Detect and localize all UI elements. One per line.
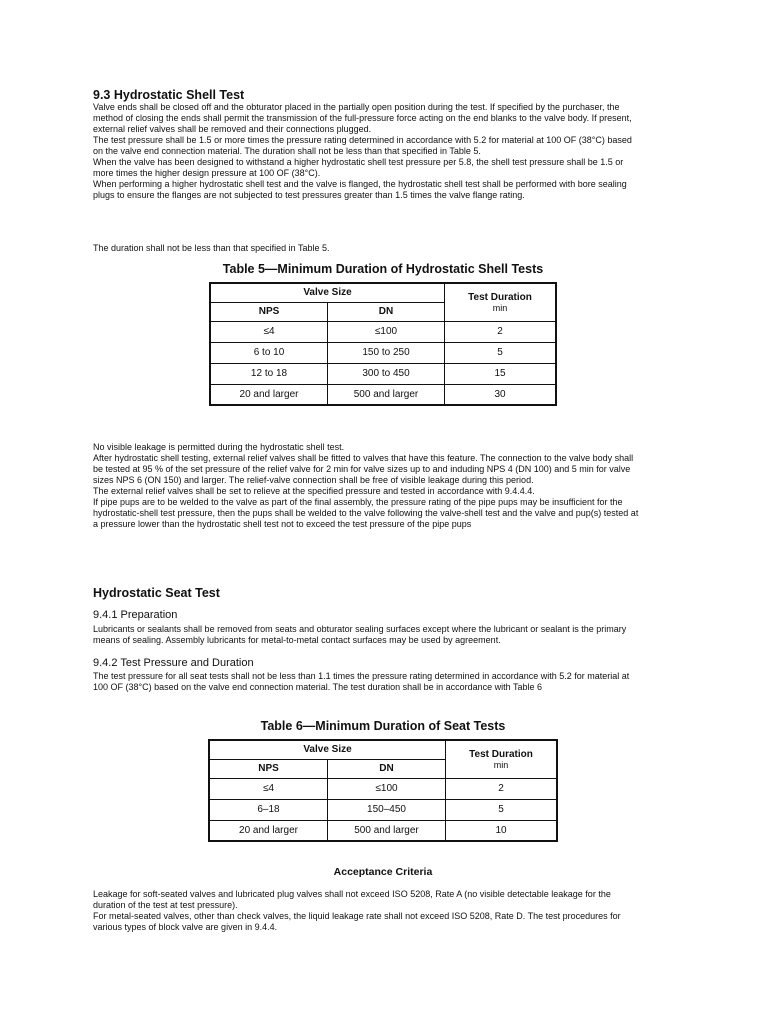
acceptance-body [93, 889, 638, 933]
table6-caption: Table 6—Minimum Duration of Seat Tests [260, 719, 506, 733]
table-cell: ≤4 [210, 321, 328, 342]
table-cell: ≤100 [328, 778, 446, 799]
table6-header-nps: NPS [209, 759, 328, 778]
table5-header-duration [445, 283, 557, 321]
table5 [209, 282, 557, 406]
table-cell: 20 and larger [209, 820, 328, 841]
table5-header-nps: NPS [210, 302, 328, 321]
table-cell: 10 [446, 820, 558, 841]
paragraph: Valve ends shall be closed off and the obturator placed in the partially open position during the test. If specified by the purchaser, the method of closing the ends shall permit the transmission of the full-pressure force acting on the end blanks to the valve body. If present, external relief valves shall be removed and their connections plugged. [93, 102, 632, 134]
table-cell: ≤4 [209, 778, 328, 799]
paragraph: When performing a higher hydrostatic shell test and the valve is flanged, the hydrostatic shell test shall be performed with bore sealing plugs to ensure the flanges are not subjected to test pressures greater than 1.5 times the valve flange rating. [93, 179, 627, 200]
table6-header-dn: DN [328, 759, 446, 778]
seat-test-title: Hydrostatic Seat Test [93, 586, 220, 600]
paragraph: When the valve has been designed to withstand a higher hydrostatic shell test pressure per 5.8, the shell test pressure shall be 1.5 or more times the higher design pressure at 100 OF (38°C). [93, 157, 624, 178]
paragraph: No visible leakage is permitted during the hydrostatic shell test. [93, 442, 345, 452]
table-cell: 500 and larger [328, 820, 446, 841]
paragraph: The external relief valves shall be set to relieve at the specified pressure and tested in accordance with 9.4.4.4. [93, 486, 535, 496]
table-cell: 150 to 250 [328, 342, 445, 363]
section-9-3-title: 9.3 Hydrostatic Shell Test [93, 88, 245, 102]
pressure-duration-title: 9.4.2 Test Pressure and Duration [93, 657, 254, 669]
table-cell: 300 to 450 [328, 363, 445, 384]
table5-header-valve-size: Valve Size [210, 283, 445, 302]
paragraph: If pipe pups are to be welded to the valve as part of the final assembly, the pressure rating of the pipe pups may be insufficient for the hydrostatic-shell test pressure, then the pups shall be welded to the valve following the valve-shell test and the valve and pup(s) tested at a pressure lower than the hydrostatic shell test not to exceed the test pressure of the pipe pups [93, 497, 639, 529]
table-cell: 500 and larger [328, 384, 445, 405]
paragraph: Leakage for soft-seated valves and lubricated plug valves shall not exceed ISO 5208, Rate A (no visible detectable leakage for the duration of the test at test pressure). [93, 889, 611, 910]
table6-header-valve-size: Valve Size [209, 740, 446, 759]
paragraph: For metal-seated valves, other than check valves, the liquid leakage rate shall not exceed ISO 5208, Rate D. The test procedures for various types of block valve are given in 9.4.4. [93, 911, 621, 932]
table5-duration-unit: min [492, 302, 508, 313]
table6 [208, 739, 558, 842]
table-cell: 2 [446, 778, 558, 799]
table-cell: 6–18 [209, 799, 328, 820]
table5-duration-label: Test Duration [468, 291, 532, 303]
duration-note: The duration shall not be less than that specified in Table 5. [93, 243, 330, 253]
table-cell: ≤100 [328, 321, 445, 342]
table6-duration-label: Test Duration [469, 748, 533, 760]
table5-caption: Table 5—Minimum Duration of Hydrostatic Shell Tests [222, 262, 544, 276]
table-cell: 15 [445, 363, 557, 384]
pressure-duration-text: The test pressure for all seat tests shall not be less than 1.1 times the pressure rating determined in accordance with 5.2 for material at 100 OF (38°C) based on the valve end connection material. The test duration shall be in accordance with Table 6 [93, 671, 630, 692]
table-cell: 6 to 10 [210, 342, 328, 363]
table-cell: 12 to 18 [210, 363, 328, 384]
table6-header-duration [446, 740, 558, 778]
table-cell: 2 [445, 321, 557, 342]
after-table5-body [93, 442, 645, 530]
acceptance-title: Acceptance Criteria [333, 866, 433, 878]
preparation-title: 9.4.1 Preparation [93, 609, 178, 621]
table-cell: 5 [445, 342, 557, 363]
section-9-3-body [93, 102, 633, 201]
paragraph: The test pressure shall be 1.5 or more times the pressure rating determined in accordance with 5.2 for material at 100 OF (38°C) based on the valve end connection material. The duration shall not be less than that specified in Table 5. [93, 135, 632, 156]
preparation-text: Lubricants or sealants shall be removed from seats and obturator sealing surfaces except where the lubricant or sealant is the primary means of sealing. Assembly lubricants for metal-to-metal contact surfaces may be used by agreement. [93, 624, 627, 645]
table5-header-dn: DN [328, 302, 445, 321]
paragraph: After hydrostatic shell testing, external relief valves shall be fitted to valves that have this feature. The connection to the valve body shall be tested at 95 % of the set pressure of the relief valve for 2 min for valve sizes up to and induding NPS 4 (DN 100) and 5 min for valve sizes NPS 6 (ON 150) and larger. The relief-valve connection shall be free of visible leakage during this period. [93, 453, 634, 485]
table-cell: 20 and larger [210, 384, 328, 405]
table6-duration-unit: min [493, 759, 509, 770]
table-cell: 30 [445, 384, 557, 405]
table-cell: 150–450 [328, 799, 446, 820]
table-cell: 5 [446, 799, 558, 820]
